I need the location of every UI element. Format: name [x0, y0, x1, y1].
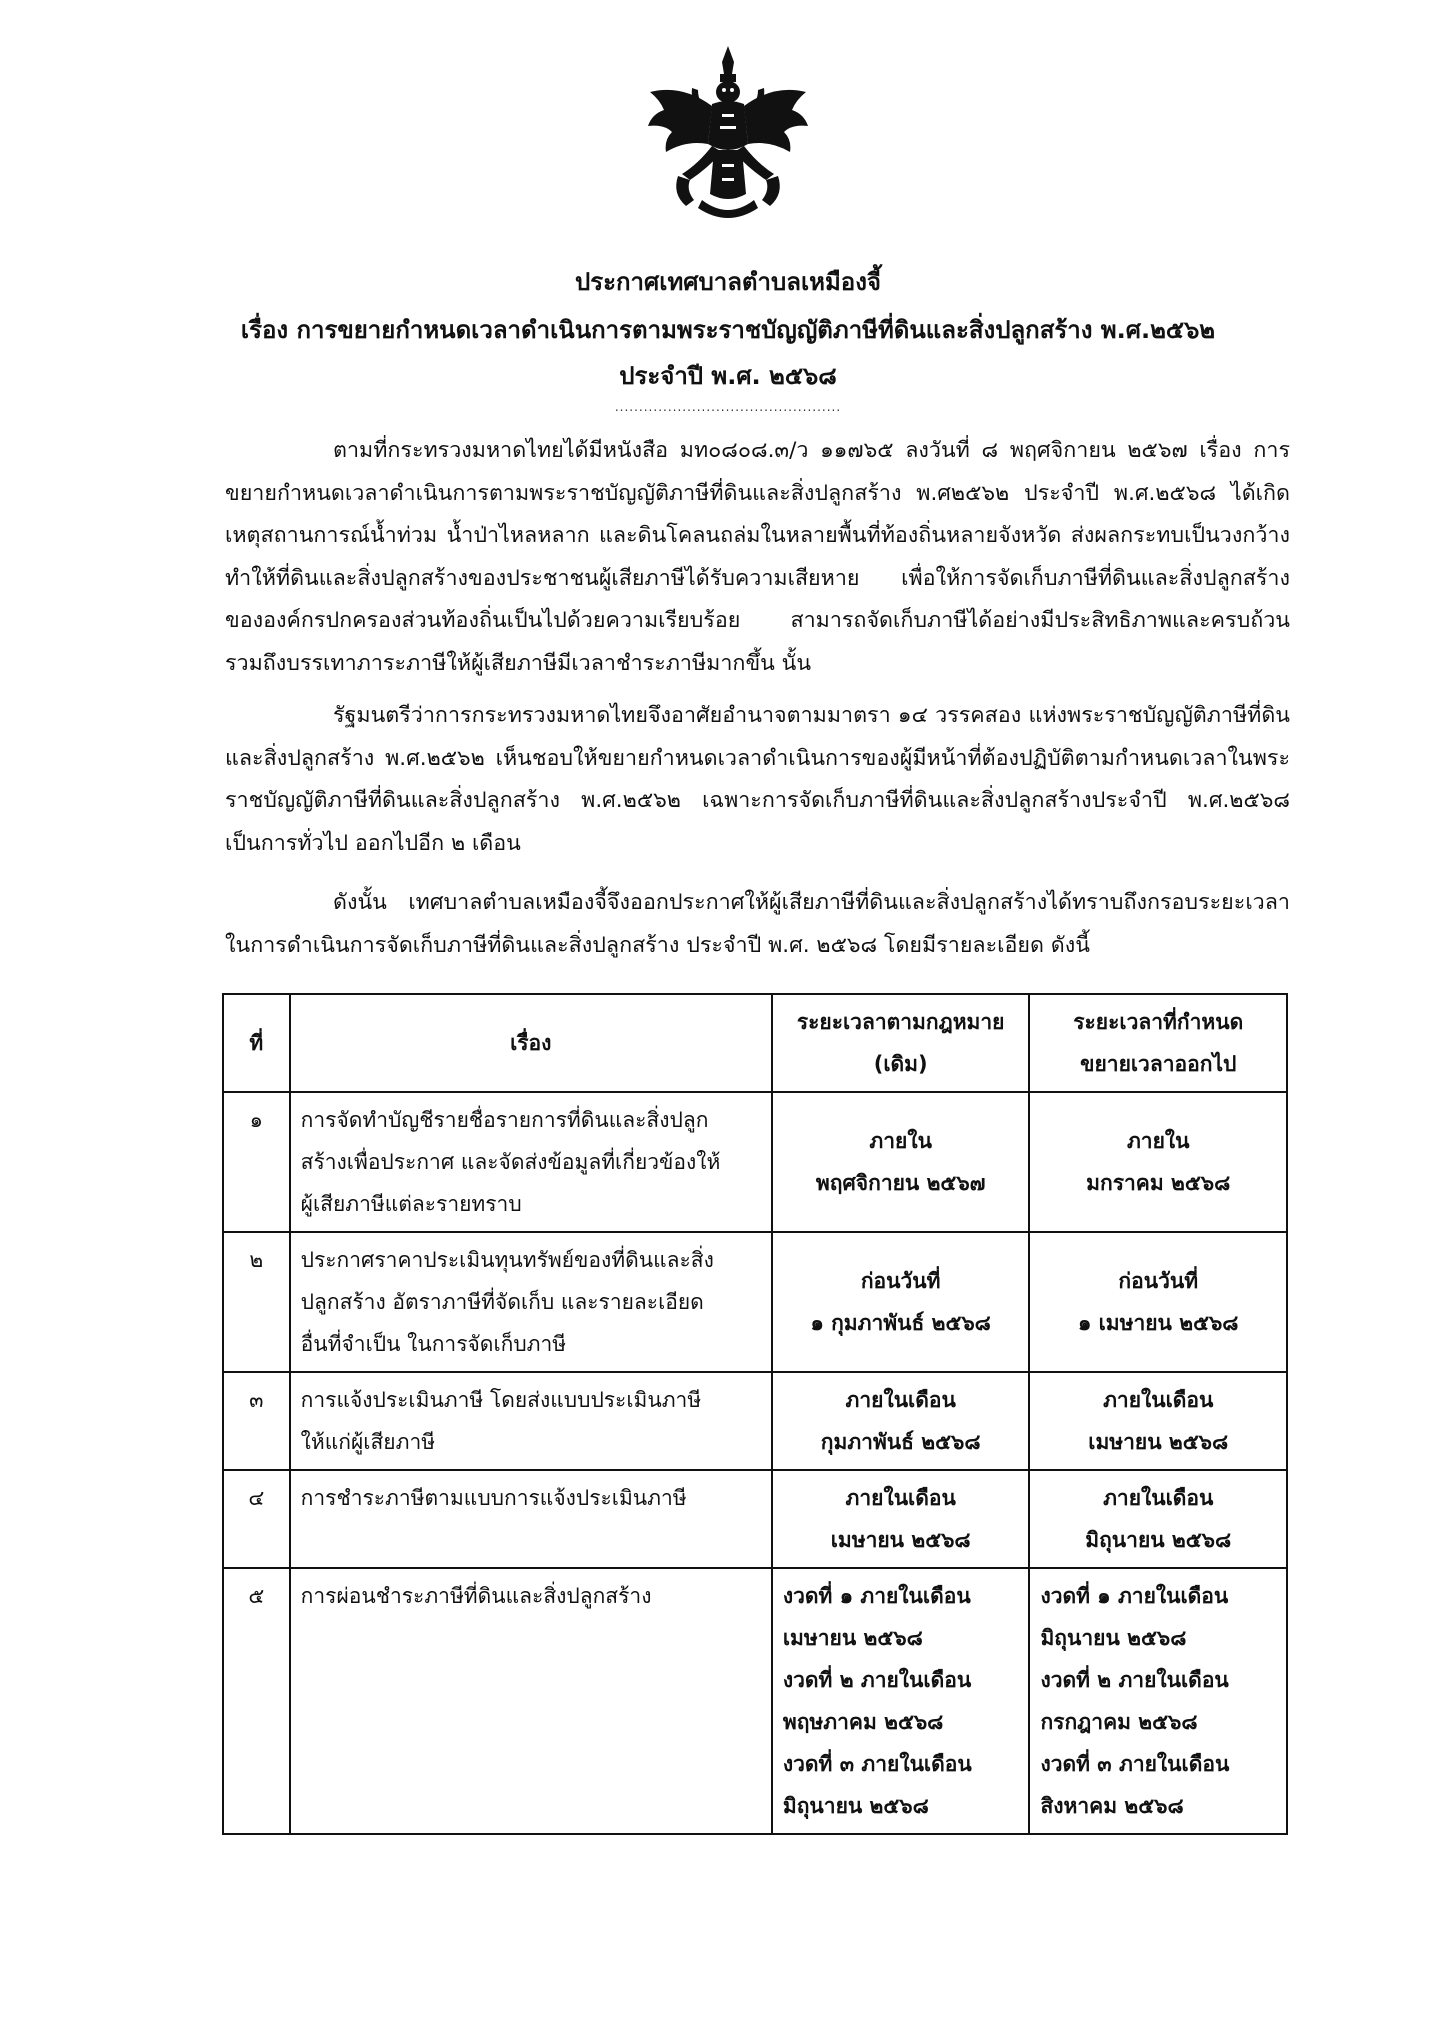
announcement-year: ประจำปี พ.ศ. ๒๕๖๘: [619, 362, 837, 390]
paragraph-background: ตามที่กระทรวงมหาดไทยได้มีหนังสือ มท๐๘๐๘.๓/ว ๑๑๗๖๕ ลงวันที่ ๘ พฤศจิกายน ๒๕๖๗ เรื่อง การขยายกำหนดเวลาดำเนินการตามพระราชบัญญัติภาษีที่ดินและสิ่งปลูกสร้าง พ.ศ๒๕๖๒ ประจำปี พ.ศ.๒๕๖๘ ได้เกิดเหตุสถานการณ์น้ำท่วม น้ำป่าไหลหลาก และดินโคลนถล่มในหลายพื้นที่ท้องถิ่นหลายจังหวัด ส่งผลกระทบเป็นวงกว้างทำให้ที่ดินและสิ่งปลูกสร้างของประชาชนผู้เสียภาษีได้รับความเสียหาย เพื่อให้การจัดเก็บภาษีที่ดินและสิ่งปลูกสร้างขององค์กรปกครองส่วนท้องถิ่นเป็นไปด้วยความเรียบร้อย สามารถจัดเก็บภาษีได้อย่างมีประสิทธิภาพและครบถ้วน รวมถึงบรรเทาภาระภาษีให้ผู้เสียภาษีมีเวลาชำระภาษีมากขึ้น นั้น: [225, 438, 1290, 676]
topic-line: อื่นที่จำเป็น ในการจัดเก็บภาษี: [300, 1332, 567, 1356]
extended-line: กรกฎาคม ๒๕๖๘: [1040, 1710, 1198, 1734]
original-line: ๑ กุมภาพันธ์ ๒๕๖๘: [810, 1311, 991, 1335]
header-extended-line: ระยะเวลาที่กำหนด: [1073, 1010, 1244, 1034]
row-no: ๓: [223, 1372, 290, 1470]
extended-line: เมษายน ๒๕๖๘: [1088, 1430, 1229, 1454]
extended-line: สิงหาคม ๒๕๖๘: [1040, 1794, 1184, 1818]
extended-line: งวดที่ ๒ ภายในเดือน: [1040, 1668, 1229, 1692]
original-line: ภายในเดือน: [845, 1486, 956, 1510]
table-row: [223, 1470, 1287, 1568]
topic-line: การแจ้งประเมินภาษี โดยส่งแบบประเมินภาษี: [300, 1388, 702, 1412]
announcement-title: ประกาศเทศบาลตำบลเหมืองจี้: [575, 268, 881, 296]
row-topic: [290, 1092, 772, 1232]
topic-line: การชำระภาษีตามแบบการแจ้งประเมินภาษี: [300, 1486, 687, 1510]
row-topic: [290, 1232, 772, 1372]
header-original-line: ระยะเวลาตามกฎหมาย: [796, 1010, 1005, 1034]
schedule-table: [222, 993, 1288, 1835]
row-original: [772, 1232, 1030, 1372]
extended-line: ก่อนวันที่: [1118, 1269, 1199, 1293]
original-line: เมษายน ๒๕๖๘: [830, 1528, 971, 1552]
header-topic: เรื่อง: [290, 994, 772, 1092]
row-no: ๕: [223, 1568, 290, 1834]
topic-line: ปลูกสร้าง อัตราภาษีที่จัดเก็บ และรายละเอียด: [300, 1290, 704, 1314]
row-original: [772, 1568, 1030, 1834]
table-row: [223, 1092, 1287, 1232]
row-topic: [290, 1470, 772, 1568]
original-line: ภายใน: [869, 1129, 932, 1153]
garuda-emblem: [642, 44, 814, 224]
original-line: งวดที่ ๒ ภายในเดือน: [782, 1668, 972, 1692]
header-no: ที่: [223, 994, 290, 1092]
original-line: ภายในเดือน: [845, 1388, 956, 1412]
topic-line: สร้างเพื่อประกาศ และจัดส่งข้อมูลที่เกี่ยวข้องให้: [300, 1150, 721, 1174]
row-extended: [1029, 1568, 1287, 1834]
table-row: [223, 1372, 1287, 1470]
extended-line: งวดที่ ๓ ภายในเดือน: [1040, 1752, 1230, 1776]
row-original: [772, 1092, 1030, 1232]
topic-line: การผ่อนชำระภาษีที่ดินและสิ่งปลูกสร้าง: [300, 1584, 652, 1608]
row-extended: [1029, 1232, 1287, 1372]
extended-line: มิถุนายน ๒๕๖๘: [1085, 1528, 1232, 1552]
extended-line: ภายในเดือน: [1103, 1486, 1214, 1510]
row-topic: [290, 1372, 772, 1470]
header-extended-line: ขยายเวลาออกไป: [1080, 1052, 1237, 1076]
original-line: พฤษภาคม ๒๕๖๘: [782, 1710, 944, 1734]
header-original-line: (เดิม): [873, 1052, 928, 1076]
topic-line: การจัดทำบัญชีรายชื่อรายการที่ดินและสิ่งปลูก: [300, 1108, 709, 1132]
original-line: งวดที่ ๓ ภายในเดือน: [782, 1752, 972, 1776]
extended-line: ภายในเดือน: [1103, 1388, 1214, 1412]
original-line: เมษายน ๒๕๖๘: [782, 1626, 923, 1650]
extended-line: งวดที่ ๑ ภายในเดือน: [1040, 1584, 1229, 1608]
title-separator: ...............................................: [614, 400, 842, 414]
header-extended: [1029, 994, 1287, 1092]
topic-line: ให้แก่ผู้เสียภาษี: [300, 1430, 436, 1454]
row-extended: [1029, 1372, 1287, 1470]
extended-line: ภายใน: [1126, 1129, 1190, 1153]
paragraph-announcement: ดังนั้น เทศบาลตำบลเหมืองจี้จึงออกประกาศให้ผู้เสียภาษีที่ดินและสิ่งปลูกสร้างได้ทราบถึงกรอบระยะเวลาในการดำเนินการจัดเก็บภาษีที่ดินและสิ่งปลูกสร้าง ประจำปี พ.ศ. ๒๕๖๘ โดยมีรายละเอียด ดังนี้: [225, 890, 1290, 958]
table-header-row: [223, 994, 1287, 1092]
row-no: ๔: [223, 1470, 290, 1568]
original-line: พฤศจิกายน ๒๕๖๗: [815, 1171, 986, 1195]
row-extended: [1029, 1092, 1287, 1232]
row-no: ๑: [223, 1092, 290, 1232]
original-line: งวดที่ ๑ ภายในเดือน: [782, 1584, 971, 1608]
original-line: ก่อนวันที่: [860, 1269, 941, 1293]
table-row: [223, 1232, 1287, 1372]
row-no: ๒: [223, 1232, 290, 1372]
row-original: [772, 1372, 1030, 1470]
header-original: [772, 994, 1030, 1092]
row-extended: [1029, 1470, 1287, 1568]
row-original: [772, 1470, 1030, 1568]
row-topic: [290, 1568, 772, 1834]
extended-line: ๑ เมษายน ๒๕๖๘: [1077, 1311, 1239, 1335]
topic-line: ประกาศราคาประเมินทุนทรัพย์ของที่ดินและสิ่ง: [300, 1248, 714, 1272]
paragraph-authority: รัฐมนตรีว่าการกระทรวงมหาดไทยจึงอาศัยอำนาจตามมาตรา ๑๔ วรรคสอง แห่งพระราชบัญญัติภาษีที่ดินและสิ่งปลูกสร้าง พ.ศ.๒๕๖๒ เห็นชอบให้ขยายกำหนดเวลาดำเนินการของผู้มีหน้าที่ต้องปฏิบัติตามกำหนดเวลาในพระราชบัญญัติภาษีที่ดินและสิ่งปลูกสร้าง พ.ศ.๒๕๖๒ เฉพาะการจัดเก็บภาษีที่ดินและสิ่งปลูกสร้างประจำปี พ.ศ.๒๕๖๘ เป็นการทั่วไป ออกไปอีก ๒ เดือน: [225, 703, 1290, 856]
topic-line: ผู้เสียภาษีแต่ละรายทราบ: [300, 1192, 522, 1216]
announcement-subject: เรื่อง การขยายกำหนดเวลาดำเนินการตามพระราชบัญญัติภาษีที่ดินและสิ่งปลูกสร้าง พ.ศ.๒๕๖๒: [240, 316, 1216, 344]
extended-line: มิถุนายน ๒๕๖๘: [1040, 1626, 1187, 1650]
original-line: มิถุนายน ๒๕๖๘: [782, 1794, 929, 1818]
extended-line: มกราคม ๒๕๖๘: [1086, 1171, 1231, 1195]
table-row: [223, 1568, 1287, 1834]
original-line: กุมภาพันธ์ ๒๕๖๘: [820, 1430, 981, 1454]
